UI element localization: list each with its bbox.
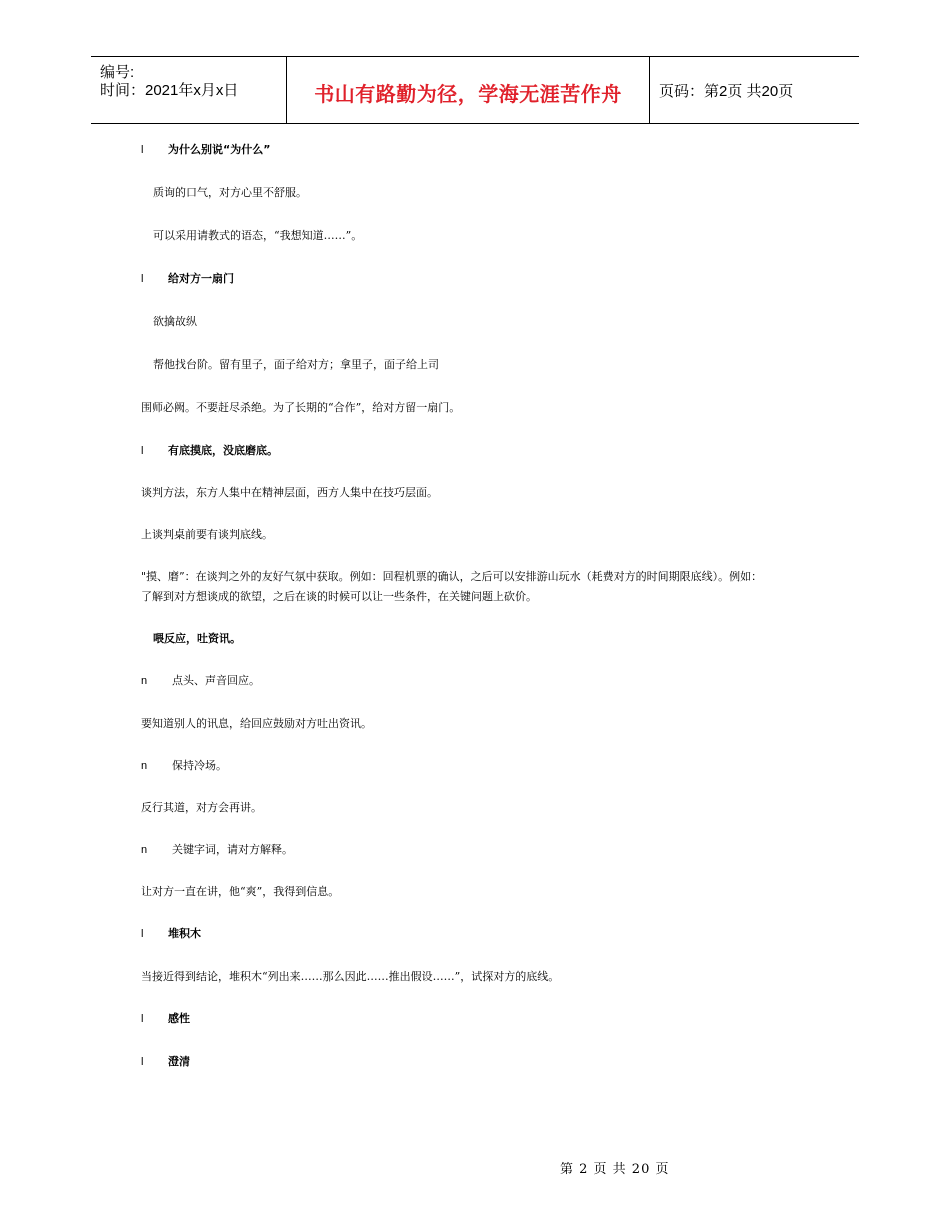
paragraph: 质询的口气，对方心里不舒服。 bbox=[153, 186, 307, 199]
paragraph: 让对方一直在讲，他“爽”，我得到信息。 bbox=[141, 885, 340, 898]
paragraph: 欲擒故纵 bbox=[153, 315, 197, 328]
bullet-marker: n bbox=[141, 844, 148, 856]
section-heading: 给对方一扇门 bbox=[168, 272, 234, 285]
page-number-info: 页码：第2页 共20页 bbox=[659, 83, 794, 100]
paragraph: 反行其道，对方会再讲。 bbox=[141, 801, 262, 814]
list-item: 关键字词，请对方解释。 bbox=[172, 843, 293, 856]
doc-code-label: 编号: bbox=[100, 64, 135, 81]
bullet-marker: l bbox=[141, 1013, 144, 1025]
list-item: 点头、声音回应。 bbox=[172, 674, 260, 687]
doc-time: 时间：2021年x月x日 bbox=[100, 82, 239, 99]
bullet-marker: l bbox=[141, 273, 144, 285]
bullet-marker: l bbox=[141, 928, 144, 940]
paragraph: 了解到对方想谈成的欲望，之后在谈的时候可以让一些条件，在关键问题上砍价。 bbox=[141, 590, 537, 603]
paragraph: 可以采用请教式的语态，“我想知道……”。 bbox=[153, 229, 363, 242]
paragraph: 帮他找台阶。留有里子，面子给对方；拿里子，面子给上司 bbox=[153, 358, 439, 371]
paragraph: 上谈判桌前要有谈判底线。 bbox=[141, 528, 273, 541]
bullet-marker: n bbox=[141, 675, 148, 687]
list-item: 保持冷场。 bbox=[172, 759, 227, 772]
paragraph: 要知道别人的讯息，给回应鼓励对方吐出资讯。 bbox=[141, 717, 372, 730]
bullet-marker: n bbox=[141, 760, 148, 772]
paragraph: 谈判方法，东方人集中在精神层面，西方人集中在技巧层面。 bbox=[141, 486, 438, 499]
motto-text: 书山有路勤为径，学海无涯苦作舟 bbox=[314, 82, 622, 106]
paragraph: 围师必阙。不要赶尽杀绝。为了长期的“合作”，给对方留一扇门。 bbox=[141, 401, 461, 414]
paragraph: 当接近得到结论，堆积木“列出来……那么因此……推出假设……”，试探对方的底线。 bbox=[141, 970, 560, 983]
bullet-marker: l bbox=[141, 445, 144, 457]
section-heading: 有底摸底，没底磨底。 bbox=[168, 444, 278, 457]
section-heading: 澄清 bbox=[168, 1055, 190, 1068]
section-heading: 喂反应，吐资讯。 bbox=[153, 632, 241, 645]
page-footer: 第 2 页 共 20 页 bbox=[560, 1162, 670, 1177]
bullet-marker: l bbox=[141, 144, 144, 156]
paragraph: "摸、磨”：在谈判之外的友好气氛中获取。例如：回程机票的确认，之后可以安排游山玩水（耗费对方的时间期限底线）。例如： bbox=[141, 570, 763, 583]
section-heading: 堆积木 bbox=[168, 927, 201, 940]
section-heading: 为什么别说“为什么” bbox=[168, 143, 271, 156]
section-heading: 感性 bbox=[168, 1012, 190, 1025]
bullet-marker: l bbox=[141, 1056, 144, 1068]
